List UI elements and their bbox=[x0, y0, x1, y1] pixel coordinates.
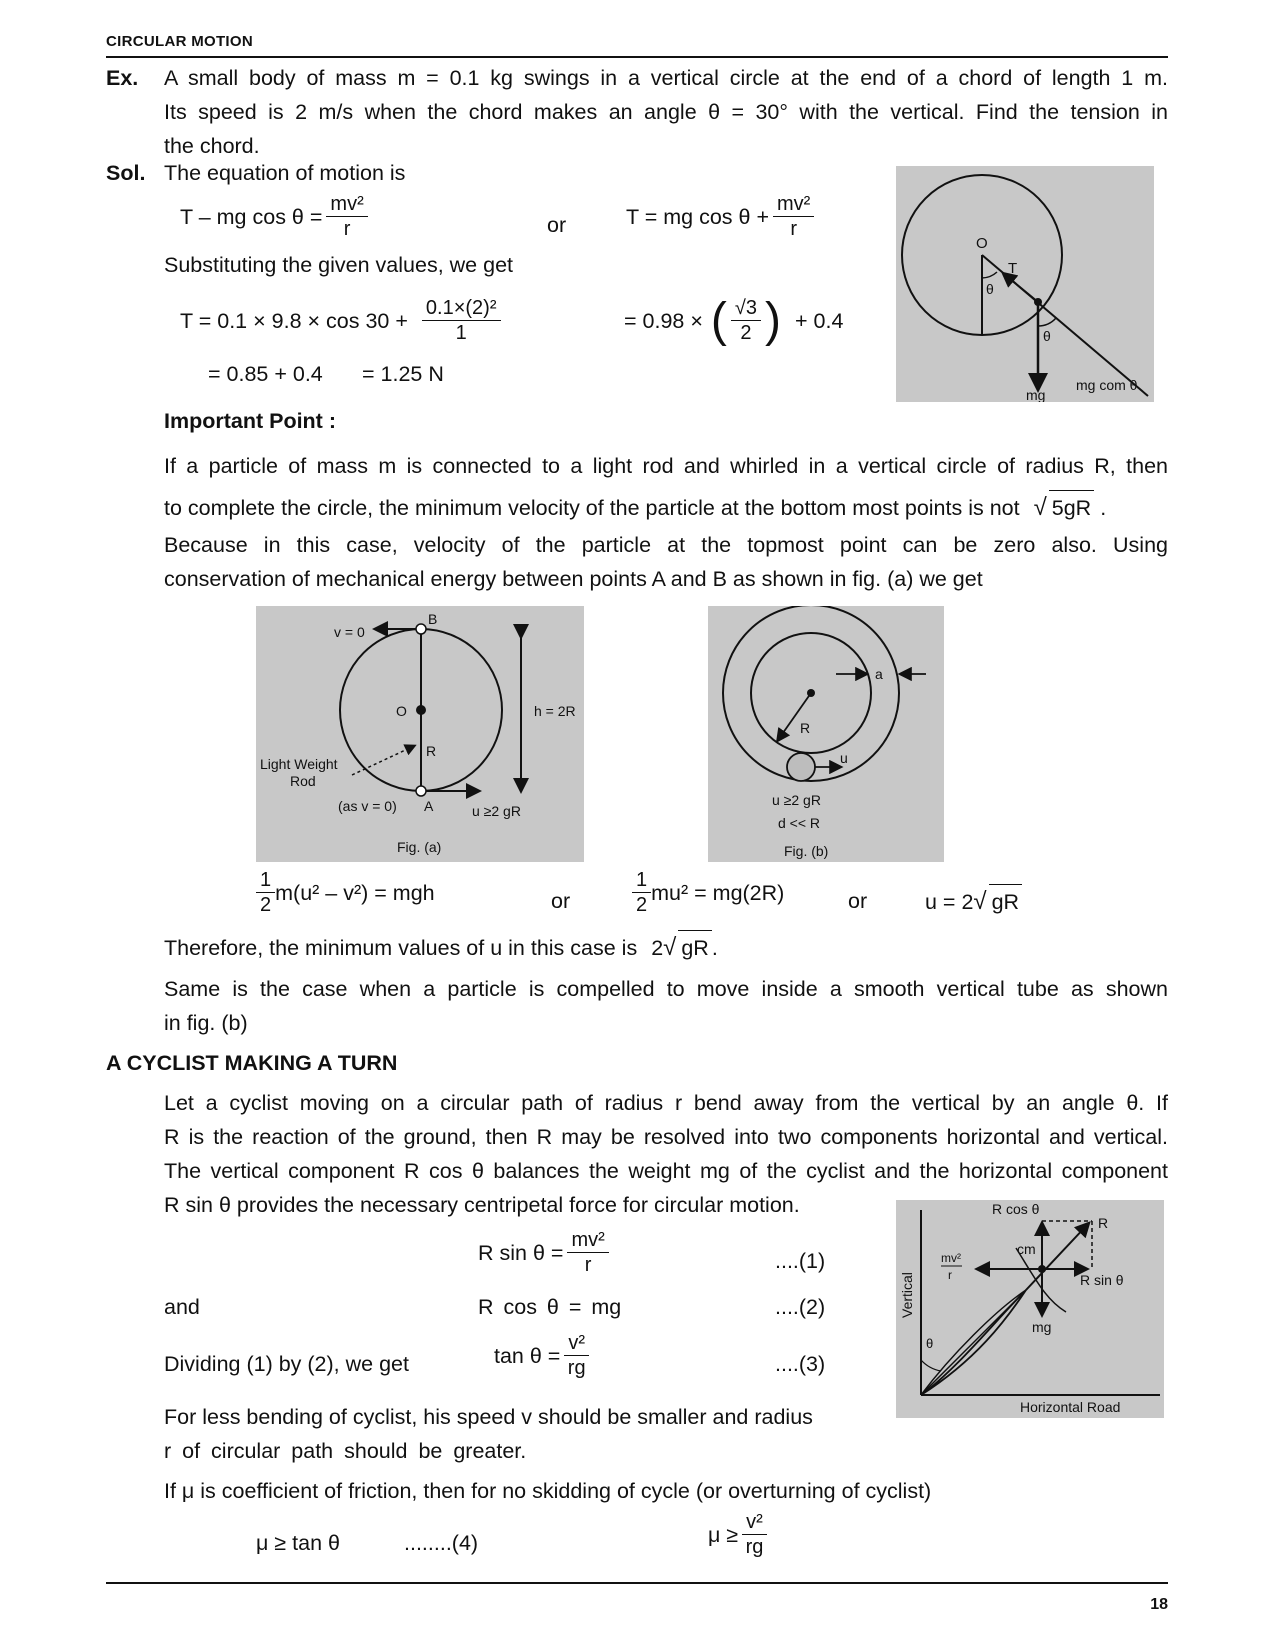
equation-tag: ....(2) bbox=[775, 1295, 826, 1319]
equation-3 bbox=[494, 1331, 593, 1380]
cyclist-diagram bbox=[896, 1200, 1164, 1418]
sqrt-content: gR bbox=[989, 884, 1022, 919]
footer-rule bbox=[106, 1582, 1168, 1584]
equation-4: μ ≥ tan θ bbox=[256, 1531, 340, 1555]
divide-text: Dividing (1) by (2), we get bbox=[164, 1352, 409, 1376]
text-span: Therefore, the minimum values of u in this case is bbox=[164, 936, 638, 960]
label-rsin: R sin θ bbox=[1080, 1272, 1124, 1288]
reaction-arrow bbox=[1026, 1224, 1088, 1290]
equation-tag: ....(1) bbox=[775, 1249, 826, 1273]
fraction bbox=[742, 1510, 767, 1559]
energy-eq-1 bbox=[256, 868, 435, 917]
label-r: R bbox=[426, 743, 437, 759]
text-span: . bbox=[711, 936, 718, 960]
fraction bbox=[567, 1228, 608, 1277]
denominator: 2 bbox=[260, 894, 272, 916]
eq-lhs: μ ≥ bbox=[708, 1522, 739, 1547]
label-d: d << R bbox=[778, 815, 821, 831]
cycle-line bbox=[921, 1290, 1026, 1395]
eq-lhs: T = mg cos θ + bbox=[626, 204, 770, 229]
solution-intro: The equation of motion is bbox=[164, 161, 406, 185]
point-b bbox=[416, 624, 426, 634]
example-label: Ex. bbox=[106, 66, 139, 90]
numerator: 0.1×(2)² bbox=[422, 296, 501, 321]
label-u: u ≥2 gR bbox=[472, 803, 521, 819]
label-v0: v = 0 bbox=[334, 624, 365, 640]
eq-rhs: + 0.4 bbox=[794, 308, 844, 333]
example-line: A small body of mass m = 0.1 kg swings in a vertical circle at the end of a chord of length 1 m. bbox=[164, 66, 1168, 90]
point-a bbox=[416, 786, 426, 796]
substitute-text: Substituting the given values, we get bbox=[164, 253, 513, 277]
equation-motion bbox=[180, 192, 372, 241]
label-cm: cm bbox=[1017, 1241, 1036, 1257]
numerator: 1 bbox=[632, 868, 651, 893]
equation-tag: ........(4) bbox=[404, 1531, 479, 1555]
fraction bbox=[773, 192, 814, 241]
or-label: or bbox=[848, 889, 868, 913]
eq-rhs: mu² = mg(2R) bbox=[651, 880, 785, 905]
eq-rhs: m(u² – v²) = mgh bbox=[275, 880, 435, 905]
cyclist-paragraph: If μ is coefficient of friction, then for no skidding of cycle (or overturning of cyclist) bbox=[164, 1479, 932, 1503]
eq-lhs: tan θ = bbox=[494, 1343, 561, 1368]
or-label: or bbox=[551, 889, 571, 913]
eq-lhs: T = 0.1 × 9.8 × cos 30 + bbox=[180, 308, 408, 333]
result-final: = 1.25 N bbox=[362, 362, 444, 386]
denominator: r bbox=[343, 218, 351, 240]
important-title: Important Point : bbox=[164, 409, 336, 433]
example-line: Its speed is 2 m/s when the chord makes an angle θ = 30° with the vertical. Find the tension in bbox=[164, 100, 1168, 124]
eq-lhs: R sin θ = bbox=[478, 1240, 564, 1265]
equation-5 bbox=[708, 1510, 771, 1559]
label-mg-com: mg com θ bbox=[1076, 377, 1138, 393]
denominator: 2 bbox=[636, 894, 648, 916]
pendulum-diagram bbox=[896, 166, 1154, 402]
particle-ball bbox=[787, 753, 815, 781]
cyclist-paragraph: Let a cyclist moving on a circular path of radius r bend away from the vertical by an angle θ. If bbox=[164, 1091, 1168, 1115]
fraction bbox=[326, 192, 367, 241]
label-vertical: Vertical bbox=[899, 1272, 915, 1318]
label-r-small: r bbox=[948, 1268, 952, 1282]
example-line: the chord. bbox=[164, 134, 260, 158]
equation-2: R cos θ = mg bbox=[478, 1295, 622, 1319]
important-line: to complete the circle, the minimum velocity of the particle at the bottom most points is not √ 5gR . bbox=[164, 490, 1106, 525]
cyclist-paragraph: For less bending of cyclist, his speed v should be smaller and radius bbox=[164, 1405, 813, 1429]
pendulum-figure bbox=[896, 166, 1154, 402]
eq-lhs: = 0.98 × bbox=[624, 308, 703, 333]
conclusion-line: Same is the case when a particle is compelled to move inside a smooth vertical tube as shown bbox=[164, 977, 1168, 1001]
label-u: u bbox=[840, 750, 848, 766]
radical-sign: √ bbox=[663, 934, 677, 961]
numerator: mv² bbox=[326, 192, 367, 217]
figure-caption: Fig. (b) bbox=[784, 843, 829, 859]
fraction bbox=[256, 868, 275, 917]
numerator: v² bbox=[564, 1331, 589, 1356]
result-step: = 0.85 + 0.4 bbox=[208, 362, 323, 386]
left-paren: ( bbox=[710, 293, 727, 347]
angle-arc bbox=[1038, 318, 1056, 326]
cyclist-paragraph: r of circular path should be greater. bbox=[164, 1439, 527, 1463]
figure-a bbox=[256, 606, 584, 862]
label-a: a bbox=[875, 666, 883, 682]
important-line: conservation of mechanical energy between points A and B as shown in fig. (a) we get bbox=[164, 567, 983, 591]
conclusion-line bbox=[164, 930, 718, 965]
denominator: 1 bbox=[455, 322, 467, 344]
conclusion-line: in fig. (b) bbox=[164, 1011, 248, 1035]
label-rod: Light Weight bbox=[260, 756, 338, 772]
fraction bbox=[422, 296, 501, 345]
energy-eq-3 bbox=[925, 884, 1022, 919]
label-r: R bbox=[800, 720, 811, 736]
label-road: Horizontal Road bbox=[1020, 1399, 1121, 1415]
label-asv: (as v = 0) bbox=[338, 798, 397, 814]
label-theta: θ bbox=[986, 281, 994, 297]
denominator: r bbox=[584, 1254, 592, 1276]
numerator: mv² bbox=[773, 192, 814, 217]
numerator: 1 bbox=[256, 868, 275, 893]
rod-pointer bbox=[352, 746, 414, 775]
angle-arc bbox=[982, 272, 997, 278]
figure-a-diagram bbox=[256, 606, 584, 862]
example-text bbox=[164, 61, 1168, 163]
label-o: O bbox=[396, 703, 407, 719]
denominator: 2 bbox=[740, 322, 752, 344]
energy-eq-2 bbox=[632, 868, 784, 917]
label-o: O bbox=[976, 235, 988, 252]
numerator: v² bbox=[742, 1510, 767, 1535]
label-mv2: mv² bbox=[941, 1251, 961, 1265]
denominator: rg bbox=[567, 1357, 586, 1379]
label-b: B bbox=[428, 611, 438, 627]
label-rcos: R cos θ bbox=[992, 1201, 1040, 1217]
label-mg: mg bbox=[1026, 387, 1046, 402]
cyclist-figure bbox=[896, 1200, 1164, 1418]
cyclist-paragraph: R sin θ provides the necessary centripetal force for circular motion. bbox=[164, 1193, 800, 1217]
solution-label: Sol. bbox=[106, 161, 146, 185]
label-a: A bbox=[424, 798, 434, 814]
figure-caption: Fig. (a) bbox=[397, 839, 442, 855]
header-rule bbox=[106, 56, 1168, 58]
sqrt-content: gR bbox=[678, 930, 711, 965]
equation-numeric bbox=[624, 293, 844, 347]
equation-1 bbox=[478, 1228, 613, 1277]
equation-tension bbox=[626, 192, 818, 241]
figure-b bbox=[708, 606, 944, 862]
fraction bbox=[632, 868, 651, 917]
cyclist-paragraph: The vertical component R cos θ balances the weight mg of the cyclist and the horizontal component bbox=[164, 1159, 1168, 1183]
label-rod: Rod bbox=[290, 773, 316, 789]
denominator: r bbox=[790, 218, 798, 240]
right-paren: ) bbox=[765, 293, 781, 347]
or-label: or bbox=[547, 213, 567, 237]
label-condition: u ≥2 gR bbox=[772, 792, 821, 808]
fraction bbox=[564, 1331, 589, 1380]
radical-sign: √ bbox=[1033, 494, 1047, 521]
and-label: and bbox=[164, 1295, 200, 1319]
section-heading: A CYCLIST MAKING A TURN bbox=[106, 1051, 398, 1075]
equation-substituted bbox=[180, 296, 505, 345]
page-number: 18 bbox=[1150, 1596, 1168, 1613]
important-line: If a particle of mass m is connected to a light rod and whirled in a vertical circle of radius R, then bbox=[164, 454, 1168, 478]
label-mg: mg bbox=[1032, 1319, 1052, 1335]
label-r: R bbox=[1098, 1215, 1109, 1231]
center-dot bbox=[416, 705, 426, 715]
denominator: rg bbox=[745, 1536, 764, 1558]
running-header: CIRCULAR MOTION bbox=[106, 33, 253, 50]
equation-tag: ....(3) bbox=[775, 1352, 826, 1376]
numerator: √3 bbox=[731, 296, 761, 321]
figure-b-diagram bbox=[708, 606, 944, 862]
text-span: to complete the circle, the minimum velocity of the particle at the bottom most points is not bbox=[164, 496, 1020, 520]
numerator: mv² bbox=[567, 1228, 608, 1253]
label-t: T bbox=[1008, 260, 1018, 277]
eq-lhs: T – mg cos θ = bbox=[180, 204, 323, 229]
text-span: 2 bbox=[651, 936, 664, 960]
angle-arc bbox=[921, 1360, 941, 1371]
fraction bbox=[731, 296, 761, 345]
sqrt-content: 5gR bbox=[1049, 490, 1094, 525]
label-h: h = 2R bbox=[534, 703, 576, 719]
label-theta: θ bbox=[1043, 328, 1051, 344]
tension-arrow bbox=[1004, 274, 1038, 302]
label-theta: θ bbox=[926, 1336, 934, 1351]
important-line: Because in this case, velocity of the particle at the topmost point can be zero also. Using bbox=[164, 533, 1168, 557]
cyclist-paragraph: R is the reaction of the ground, then R may be resolved into two components horizontal and vertical. bbox=[164, 1125, 1168, 1149]
eq-lhs: u = 2 bbox=[925, 890, 974, 914]
radical-sign: √ bbox=[973, 888, 987, 915]
